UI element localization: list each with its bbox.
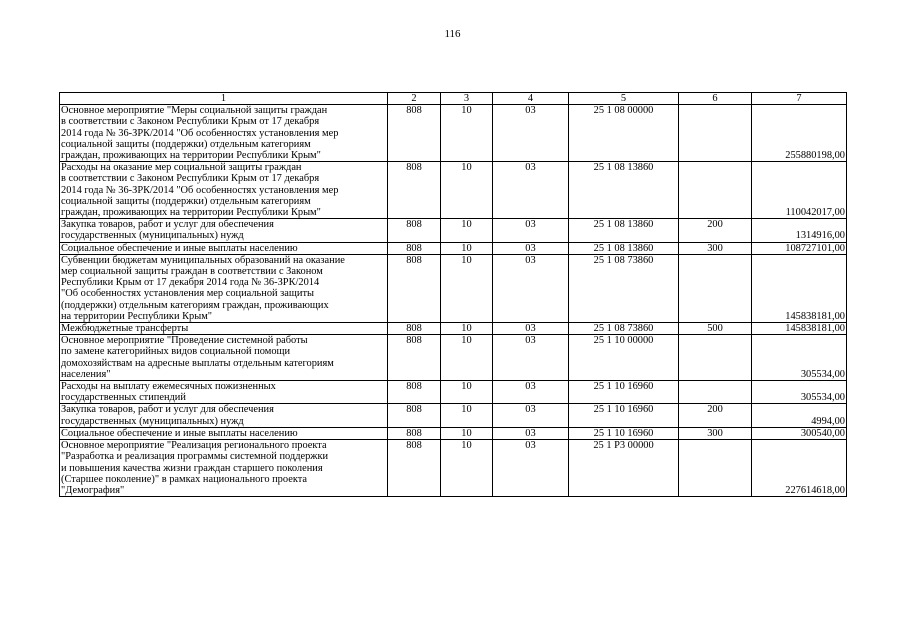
row-name-cell bbox=[60, 335, 388, 381]
table-row bbox=[60, 219, 847, 242]
row-name-line: домохозяйствам на адресные выплаты отдельным категориям bbox=[61, 357, 334, 369]
row-name-line: Расходы на оказание мер социальной защиты граждан bbox=[61, 162, 302, 174]
subsection-code-cell: 03 bbox=[493, 427, 569, 439]
section-code-cell: 10 bbox=[441, 381, 493, 404]
target-article-cell: 25 1 10 16960 bbox=[569, 427, 679, 439]
table-row bbox=[60, 242, 847, 254]
amount-cell: 108727101,00 bbox=[752, 242, 847, 254]
expense-type-cell bbox=[679, 335, 752, 381]
target-article-cell: 25 1 10 16960 bbox=[569, 404, 679, 427]
row-name-line: Расходы на выплату ежемесячных пожизненных bbox=[61, 381, 276, 393]
column-header-1: 1 bbox=[60, 93, 388, 105]
target-article-cell: 25 1 08 13860 bbox=[569, 162, 679, 219]
table-row bbox=[60, 254, 847, 322]
section-code-cell: 10 bbox=[441, 427, 493, 439]
target-article-cell: 25 1 08 73860 bbox=[569, 323, 679, 335]
section-code-cell: 10 bbox=[441, 440, 493, 497]
expense-type-cell bbox=[679, 162, 752, 219]
subsection-code-cell: 03 bbox=[493, 335, 569, 381]
section-code-cell: 10 bbox=[441, 162, 493, 219]
expense-type-cell: 300 bbox=[679, 242, 752, 254]
subsection-code-cell: 03 bbox=[493, 440, 569, 497]
admin-code-cell: 808 bbox=[388, 162, 441, 219]
page-number: 116 bbox=[444, 28, 461, 40]
subsection-code-cell: 03 bbox=[493, 381, 569, 404]
section-code-cell: 10 bbox=[441, 335, 493, 381]
row-name-cell bbox=[60, 254, 388, 322]
row-name-line: населения" bbox=[61, 368, 111, 380]
row-name-cell bbox=[60, 105, 388, 162]
table-row bbox=[60, 323, 847, 335]
table-row bbox=[60, 427, 847, 439]
target-article-cell: 25 1 08 00000 bbox=[569, 105, 679, 162]
amount-cell: 305534,00 bbox=[752, 381, 847, 404]
target-article-cell: 25 1 08 13860 bbox=[569, 219, 679, 242]
expense-type-cell: 500 bbox=[679, 323, 752, 335]
section-code-cell: 10 bbox=[441, 105, 493, 162]
target-article-cell: 25 1 10 00000 bbox=[569, 335, 679, 381]
row-name-line: Социальное обеспечение и иные выплаты населению bbox=[61, 427, 298, 439]
expense-type-cell bbox=[679, 105, 752, 162]
column-header-5: 5 bbox=[569, 93, 679, 105]
target-article-cell: 25 1 08 13860 bbox=[569, 242, 679, 254]
row-name-line: Межбюджетные трансферты bbox=[61, 323, 189, 335]
table-row bbox=[60, 440, 847, 497]
admin-code-cell: 808 bbox=[388, 254, 441, 322]
amount-cell: 305534,00 bbox=[752, 335, 847, 381]
row-name-cell bbox=[60, 404, 388, 427]
admin-code-cell: 808 bbox=[388, 219, 441, 242]
row-name-line: граждан, проживающих на территории Республики Крым" bbox=[61, 150, 321, 162]
column-header-2: 2 bbox=[388, 93, 441, 105]
admin-code-cell: 808 bbox=[388, 105, 441, 162]
expense-type-cell: 300 bbox=[679, 427, 752, 439]
subsection-code-cell: 03 bbox=[493, 105, 569, 162]
row-name-line: Основное мероприятие "Проведение системной работы bbox=[61, 335, 308, 347]
target-article-cell: 25 1 Р3 00000 bbox=[569, 440, 679, 497]
row-name-line: государственных стипендий bbox=[61, 392, 186, 404]
row-name-line: Закупка товаров, работ и услуг для обеспечения bbox=[61, 219, 274, 231]
amount-cell: 1314916,00 bbox=[752, 219, 847, 242]
amount-cell: 300540,00 bbox=[752, 427, 847, 439]
table-row bbox=[60, 105, 847, 162]
section-code-cell: 10 bbox=[441, 242, 493, 254]
table-row bbox=[60, 335, 847, 381]
row-name-line: Республики Крым от 17 декабря 2014 года № 36-ЗРК/2014 bbox=[61, 277, 320, 289]
admin-code-cell: 808 bbox=[388, 323, 441, 335]
amount-cell: 227614618,00 bbox=[752, 440, 847, 497]
expense-type-cell: 200 bbox=[679, 404, 752, 427]
admin-code-cell: 808 bbox=[388, 335, 441, 381]
row-name-cell bbox=[60, 381, 388, 404]
admin-code-cell: 808 bbox=[388, 404, 441, 427]
amount-cell: 145838181,00 bbox=[752, 323, 847, 335]
amount-cell: 255880198,00 bbox=[752, 105, 847, 162]
row-name-line: и повышения качества жизни граждан старшего поколения bbox=[61, 462, 323, 474]
row-name-line: (Старшее поколение)" в рамках национального проекта bbox=[61, 473, 308, 485]
expense-type-cell: 200 bbox=[679, 219, 752, 242]
table-row bbox=[60, 162, 847, 219]
expense-type-cell bbox=[679, 440, 752, 497]
admin-code-cell: 808 bbox=[388, 242, 441, 254]
table-body bbox=[60, 105, 847, 497]
column-header-6: 6 bbox=[679, 93, 752, 105]
subsection-code-cell: 03 bbox=[493, 404, 569, 427]
section-code-cell: 10 bbox=[441, 219, 493, 242]
row-name-cell bbox=[60, 242, 388, 254]
row-name-line: "Об особенностях установления мер социальной защиты bbox=[61, 288, 314, 300]
row-name-line: в соответствии с Законом Республики Крым от 17 декабря bbox=[61, 173, 320, 185]
amount-cell: 4994,00 bbox=[752, 404, 847, 427]
row-name-line: в соответствии с Законом Республики Крым от 17 декабря bbox=[61, 116, 320, 128]
row-name-cell bbox=[60, 162, 388, 219]
row-name-line: 2014 года № 36-ЗРК/2014 "Об особенностях установления мер bbox=[61, 127, 339, 139]
section-code-cell: 10 bbox=[441, 404, 493, 427]
row-name-line: по замене категорийных видов социальной помощи bbox=[61, 346, 291, 358]
row-name-line: на территории Республики Крым" bbox=[61, 310, 213, 322]
subsection-code-cell: 03 bbox=[493, 323, 569, 335]
target-article-cell: 25 1 10 16960 bbox=[569, 381, 679, 404]
amount-cell: 110042017,00 bbox=[752, 162, 847, 219]
row-name-line: социальной защиты (поддержки) отдельным категориям bbox=[61, 138, 311, 150]
subsection-code-cell: 03 bbox=[493, 242, 569, 254]
budget-table bbox=[59, 92, 847, 497]
row-name-line: государственных (муниципальных) нужд bbox=[61, 415, 244, 427]
row-name-line: государственных (муниципальных) нужд bbox=[61, 230, 244, 242]
column-header-4: 4 bbox=[493, 93, 569, 105]
row-name-line: Субвенции бюджетам муниципальных образований на оказание bbox=[61, 254, 345, 266]
row-name-cell bbox=[60, 440, 388, 497]
row-name-line: социальной защиты (поддержки) отдельным категориям bbox=[61, 195, 311, 207]
row-name-cell bbox=[60, 219, 388, 242]
row-name-line: Основное мероприятие "Меры социальной защиты граждан bbox=[61, 105, 328, 117]
row-name-line: "Демография" bbox=[61, 484, 125, 496]
row-name-line: Основное мероприятие "Реализация регионального проекта bbox=[61, 440, 327, 452]
column-header-7: 7 bbox=[752, 93, 847, 105]
subsection-code-cell: 03 bbox=[493, 162, 569, 219]
table-row bbox=[60, 381, 847, 404]
target-article-cell: 25 1 08 73860 bbox=[569, 254, 679, 322]
column-header-3: 3 bbox=[441, 93, 493, 105]
admin-code-cell: 808 bbox=[388, 381, 441, 404]
row-name-line: мер социальной защиты граждан в соответствии с Законом bbox=[61, 266, 323, 278]
row-name-line: Закупка товаров, работ и услуг для обеспечения bbox=[61, 404, 274, 416]
row-name-cell bbox=[60, 323, 388, 335]
amount-cell: 145838181,00 bbox=[752, 254, 847, 322]
subsection-code-cell: 03 bbox=[493, 219, 569, 242]
row-name-line: "Разработка и реализация программы системной поддержки bbox=[61, 451, 329, 463]
row-name-line: 2014 года № 36-ЗРК/2014 "Об особенностях установления мер bbox=[61, 184, 339, 196]
row-name-line: граждан, проживающих на территории Республики Крым" bbox=[61, 207, 321, 219]
table-row bbox=[60, 404, 847, 427]
expense-type-cell bbox=[679, 254, 752, 322]
expense-type-cell bbox=[679, 381, 752, 404]
subsection-code-cell: 03 bbox=[493, 254, 569, 322]
row-name-line: Социальное обеспечение и иные выплаты населению bbox=[61, 242, 298, 254]
section-code-cell: 10 bbox=[441, 254, 493, 322]
column-number-row bbox=[60, 93, 847, 105]
row-name-cell bbox=[60, 427, 388, 439]
row-name-line: (поддержки) отдельным категориям граждан, проживающих bbox=[61, 299, 329, 311]
admin-code-cell: 808 bbox=[388, 440, 441, 497]
admin-code-cell: 808 bbox=[388, 427, 441, 439]
section-code-cell: 10 bbox=[441, 323, 493, 335]
